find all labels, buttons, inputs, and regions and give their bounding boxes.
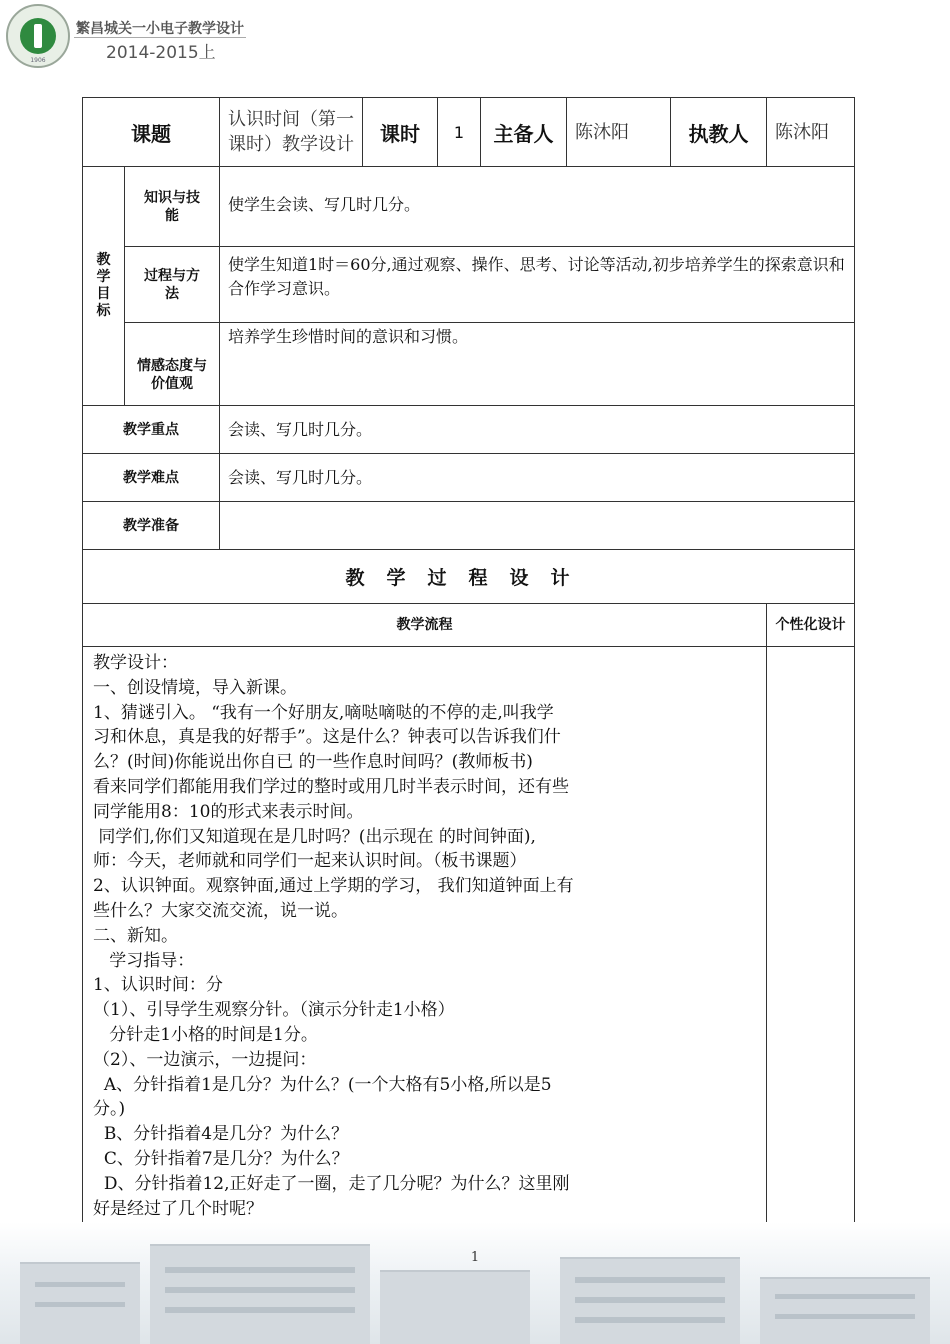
flow-line: 些什么？大家交流交流，说一说。	[93, 900, 348, 921]
flow-line: B、分针指着4是几分？为什么？	[93, 1124, 349, 1145]
topic-label: 课题	[83, 98, 220, 167]
period-value: 1	[438, 98, 481, 167]
preparation-label: 教学准备	[83, 502, 220, 550]
flow-body	[83, 647, 767, 1226]
flow-line: 1、猜谜引入。 “我有一个好朋友,嘀哒嘀哒的不停的走,叫我学	[93, 702, 554, 723]
flow-line: 1、认识时间：分	[93, 975, 223, 996]
flow-line: （1）、引导学生观察分针。（演示分针走1小格）	[93, 1000, 455, 1021]
main-preparer-value: 陈沐阳	[567, 98, 671, 167]
objectives-group	[83, 167, 125, 406]
flow-line: 一、创设情境，导入新课。	[93, 677, 297, 698]
school-title: 繁昌城关一小电子教学设计	[76, 21, 244, 37]
personal-design-header: 个性化设计	[767, 604, 855, 647]
flow-header: 教学流程	[83, 604, 767, 647]
objective-label: 情感态度与价值观	[125, 323, 220, 406]
flow-line: 么？(时间)你能说出你自已 的一些作息时间吗？(教师板书)	[93, 752, 533, 773]
flow-line: 分针走1小格的时间是1分。	[93, 1024, 318, 1045]
preparation-row	[83, 502, 855, 550]
process-title: 教学过程设计	[83, 550, 855, 604]
objective-text: 使学生知道1时＝60分,通过观察、操作、思考、讨论等活动,初步培养学生的探索意识和合作学习意识。	[220, 247, 855, 323]
flow-line: A、分针指着1是几分？为什么？(一个大格有5小格,所以是5	[93, 1074, 552, 1095]
flow-line: D、分针指着12,正好走了一圈，走了几分呢？为什么？这里刚	[93, 1173, 570, 1194]
difficulty-label: 教学难点	[83, 454, 220, 502]
flow-line: （2）、一边演示，一边提问：	[93, 1049, 317, 1070]
flow-line: 教学设计：	[93, 653, 178, 673]
flow-line: 2、认识钟面。观察钟面,通过上学期的学习， 我们知道钟面上有	[93, 876, 574, 897]
page-number: 1	[470, 1250, 480, 1265]
key-point-text: 会读、写几时几分。	[220, 406, 855, 454]
objective-row-process	[83, 247, 855, 323]
school-logo	[6, 4, 70, 68]
flow-body-row	[83, 647, 855, 1226]
school-year: 2014-2015上	[106, 43, 216, 63]
flow-line: 师：今天，老师就和同学们一起来认识时间。（板书课题）	[93, 851, 527, 872]
objective-text: 使学生会读、写几时几分。	[220, 167, 855, 247]
process-title-row	[83, 550, 855, 604]
flow-line: 好是经过了几个时呢？	[93, 1198, 263, 1219]
difficulty-text: 会读、写几时几分。	[220, 454, 855, 502]
flow-line: 二、新知。	[93, 925, 178, 946]
teacher-value: 陈沐阳	[767, 98, 855, 167]
objective-label: 过程与方法	[125, 247, 220, 323]
objective-row-knowledge	[83, 167, 855, 247]
flow-line: 看来同学们都能用我们学过的整时或用几时半表示时间，还有些	[93, 776, 569, 797]
footer-building-image	[0, 1222, 950, 1344]
flow-line: 学习指导：	[93, 950, 195, 971]
flow-header-row	[83, 604, 855, 647]
flow-line: 同学们,你们又知道现在是几时吗？(出示现在 的时间钟面),	[93, 826, 536, 847]
main-preparer-label: 主备人	[481, 98, 567, 167]
key-point-label: 教学重点	[83, 406, 220, 454]
difficulty-row	[83, 454, 855, 502]
personal-design-cell	[767, 647, 855, 1226]
logo-year: 1906	[30, 57, 46, 64]
flow-line: 同学能用8：10的形式来表示时间。	[93, 801, 364, 822]
objective-label: 知识与技能	[125, 167, 220, 247]
flow-lines	[93, 651, 758, 1221]
flow-line: 习和休息，真是我的好帮手”。这是什么？钟表可以告诉我们什	[93, 727, 561, 748]
objectives-group-label: 教学目标	[96, 252, 111, 319]
preparation-text	[220, 502, 855, 550]
flow-line: 分。)	[93, 1099, 126, 1120]
period-label: 课时	[363, 98, 438, 167]
teacher-label: 执教人	[671, 98, 767, 167]
objective-text: 培养学生珍惜时间的意识和习惯。	[220, 323, 855, 406]
lesson-plan-table	[82, 97, 855, 1226]
flow-line: C、分针指着7是几分？为什么？	[93, 1148, 349, 1169]
topic-value: 认识时间（第一课时）教学设计	[220, 98, 363, 167]
logo-emblem-icon	[20, 18, 56, 54]
info-row	[83, 98, 855, 167]
objective-row-emotion	[83, 323, 855, 406]
key-point-row	[83, 406, 855, 454]
